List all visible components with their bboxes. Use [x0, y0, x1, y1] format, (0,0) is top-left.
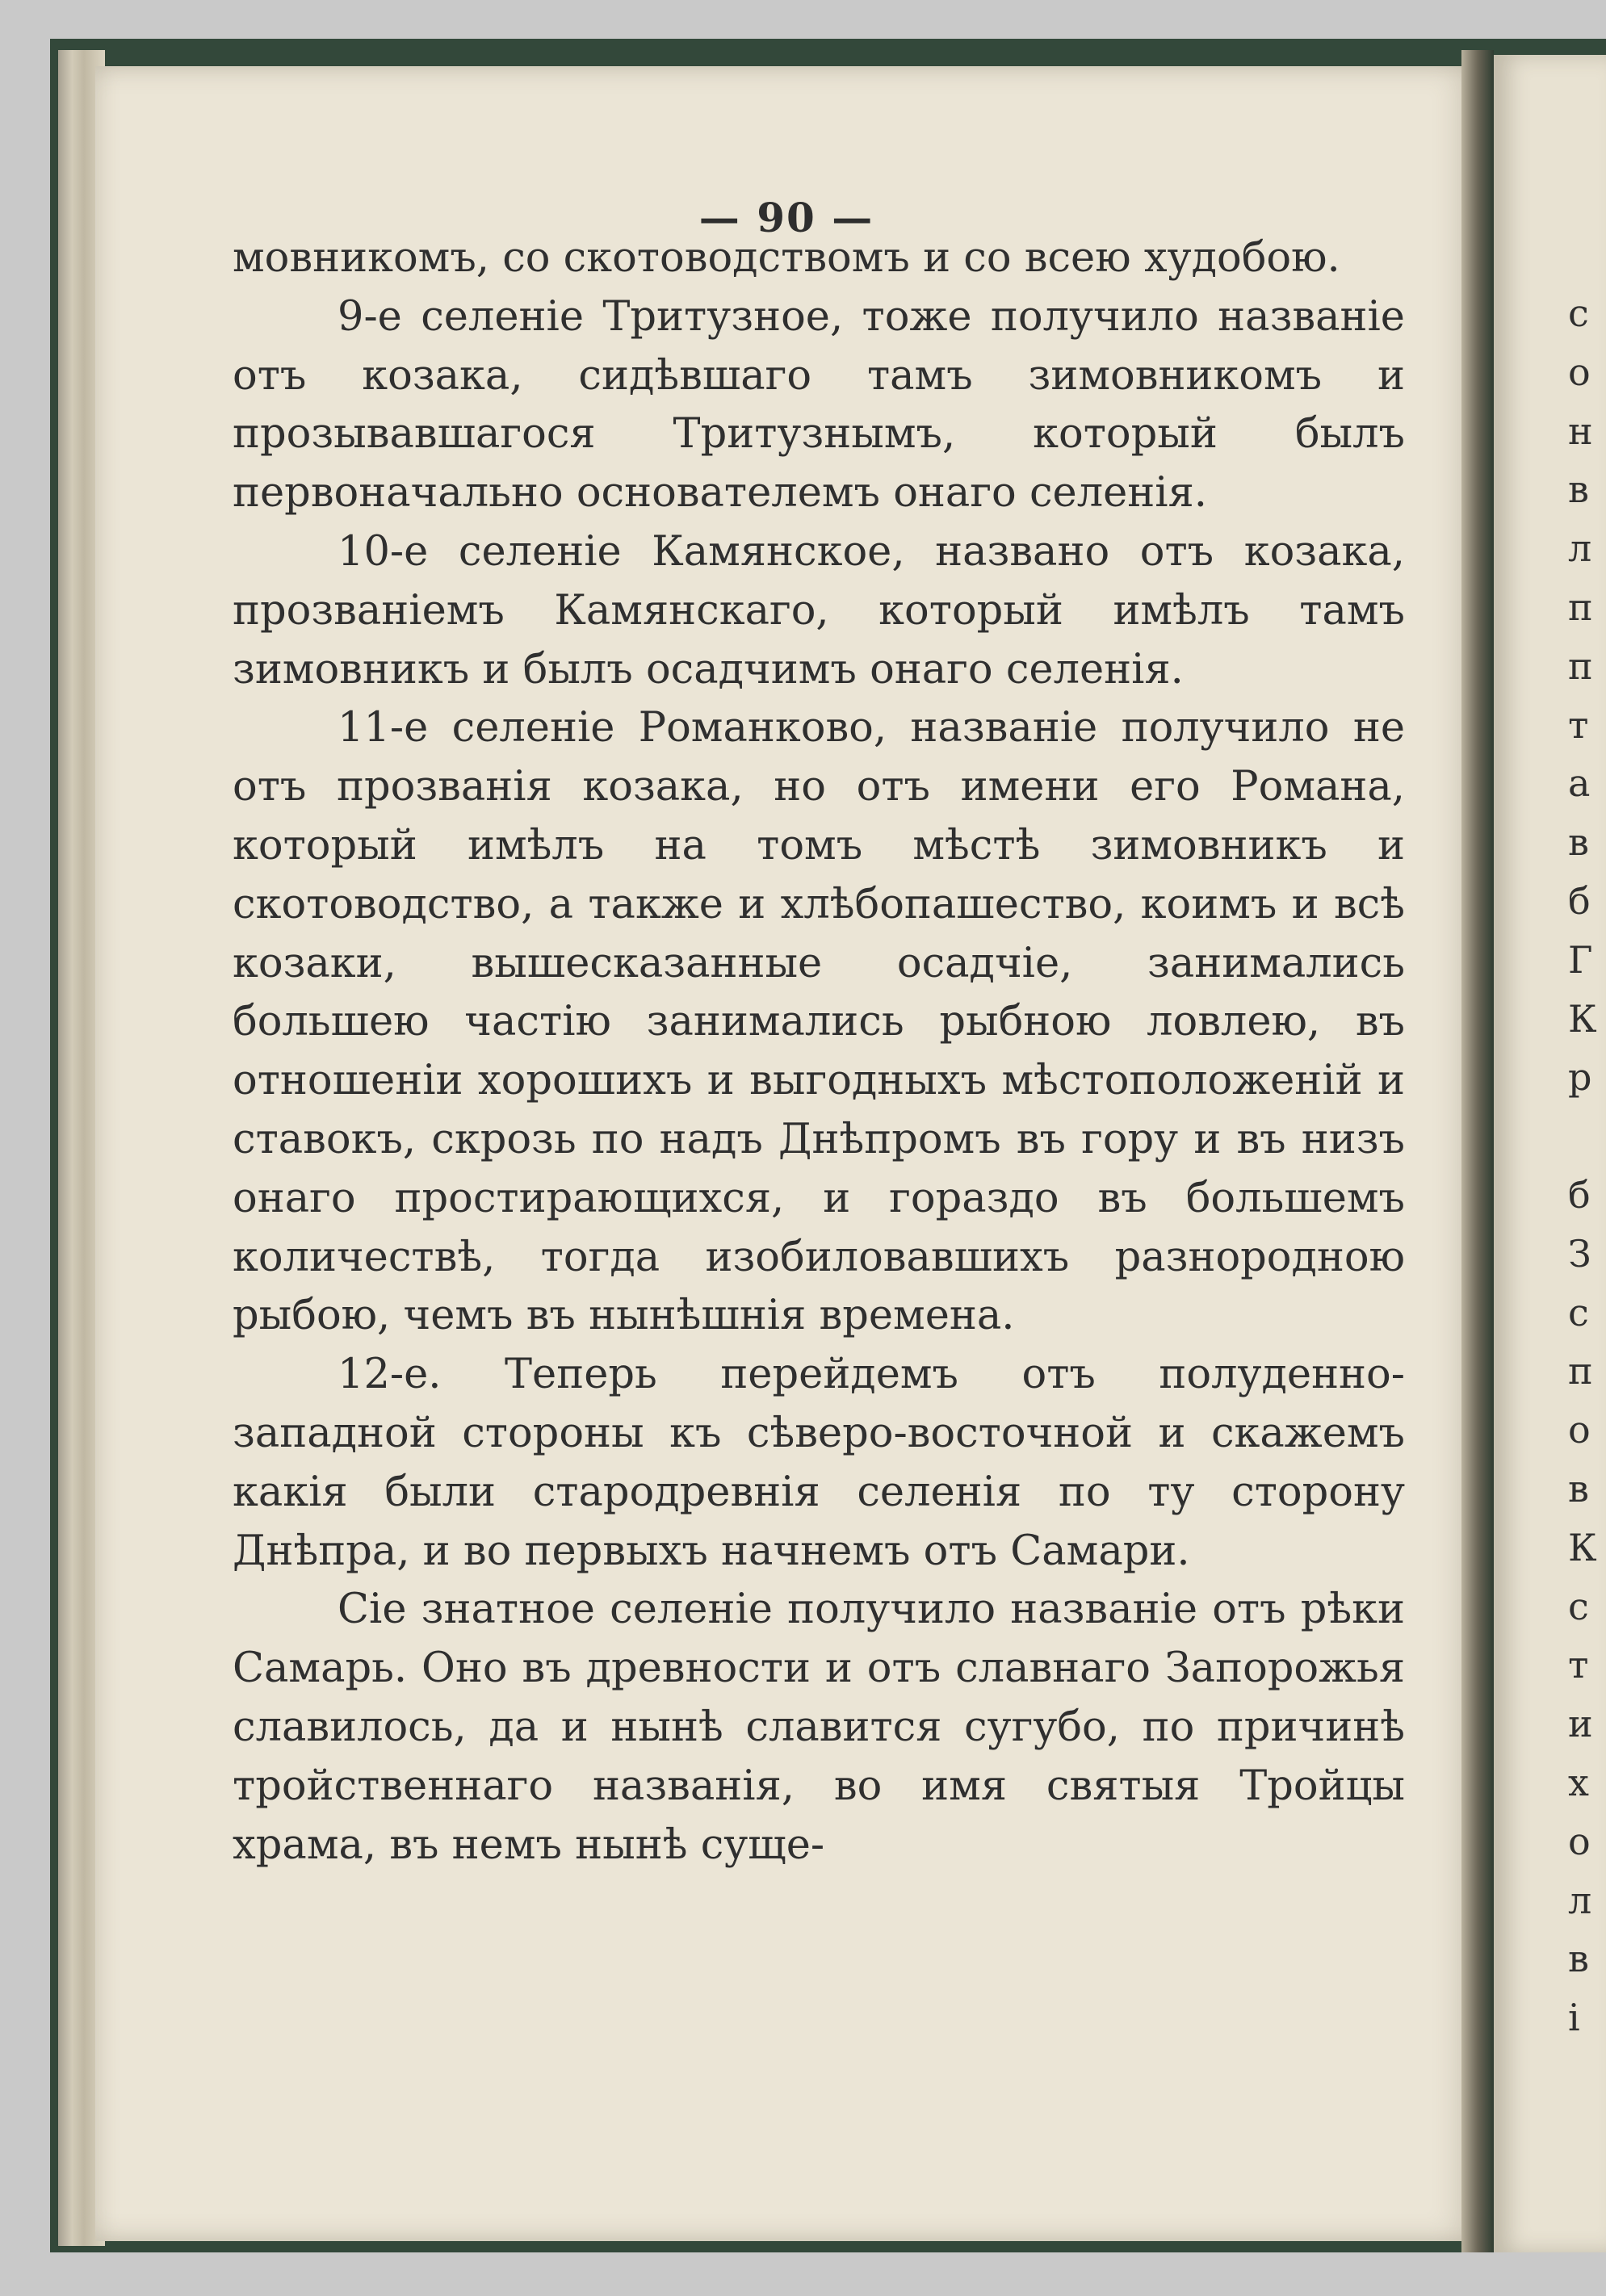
next-page-line-fragment: л [1568, 1878, 1592, 1922]
next-page-line-fragment: т [1568, 702, 1589, 747]
next-page-edge [1494, 55, 1606, 2252]
next-page-line-fragment: п [1568, 1349, 1593, 1393]
body-text [233, 229, 1405, 1875]
next-page-line-fragment: о [1568, 1819, 1591, 1863]
next-page-line-fragment: п [1568, 584, 1593, 629]
next-page-line-fragment: в [1568, 820, 1589, 865]
next-page-line-fragment: с [1568, 1584, 1589, 1628]
next-page-line-fragment: п [1568, 643, 1593, 688]
next-page-line-fragment: К [1568, 996, 1597, 1041]
next-page-line-fragment: т [1568, 1643, 1589, 1687]
next-page-line-fragment: Г [1568, 937, 1593, 982]
paragraph: 12-е. Теперь перейдемъ отъ полуденно-западной стороны къ сѣверо-восточной и скажемъ какія были стародревнія селенія по ту сторону Днѣпра, и во первыхъ начнемъ отъ Самари. [233, 1351, 1405, 1575]
paragraph: 11-е селеніе Романково, названіе получило не отъ прозванія козака, но отъ имени его Романа, который имѣлъ на томъ мѣстѣ зимовникъ и скотоводство, а также и хлѣбопашество, коимъ и всѣ козаки, вышесказанные осадчіе, занимались большею частію занимались рыбною ловлею, въ отношеніи хорошихъ и выгодныхъ мѣстоположеній и ставокъ, скрозь по надъ Днѣпромъ въ гору и въ низъ онаго простирающихся, и гораздо въ большемъ количествѣ, тогда изобиловавшихъ разнородною рыбою, чемъ въ нынѣшнія времена. [233, 704, 1405, 1340]
next-page-line-fragment: З [1568, 1231, 1591, 1276]
paragraph: 10-е селеніе Камянское, названо отъ козака, прозваніемъ Камянскаго, который имѣлъ тамъ зимовникъ и былъ осадчимъ онаго селенія. [233, 527, 1405, 693]
next-page-line-fragment: р [1568, 1055, 1592, 1100]
next-page-line-fragment: х [1568, 1760, 1589, 1804]
paragraph: Сіе знатное селеніе получило названіе отъ рѣки Самарь. Оно въ древности и отъ славнаго Запорожья славилось, да и нынѣ славится сугубо, по причинѣ тройственнаго названія, во имя святыя Тройцы храма, въ немъ нынѣ суще- [233, 1586, 1405, 1869]
next-page-line-fragment: л [1568, 526, 1592, 571]
page-number: — 90 — [698, 194, 874, 241]
next-page-line-fragment: а [1568, 761, 1591, 806]
next-page-line-fragment: в [1568, 1466, 1589, 1510]
next-page-line-fragment: о [1568, 1408, 1591, 1452]
next-page-line-fragment: К [1568, 1525, 1597, 1569]
next-page-text [1568, 284, 1597, 2047]
paragraph: мовникомъ, со скотоводствомъ и со всею худобою. [233, 234, 1340, 282]
next-page-line-fragment: і [1568, 1996, 1580, 2040]
paragraph: 9-е селеніе Тритузное, тоже получило названіе отъ козака, сидѣвшаго тамъ зимовникомъ и прозывавшагося Тритузнымъ, который былъ первоначально основателемъ онаго селенія. [233, 292, 1405, 517]
next-page-line-fragment: и [1568, 1702, 1593, 1746]
next-page-line-fragment: н [1568, 409, 1593, 453]
next-page-line-fragment: с [1568, 1290, 1589, 1334]
next-page-line-fragment: с [1568, 291, 1589, 335]
book-gutter [1461, 50, 1494, 2252]
next-page-line-fragment: б [1568, 878, 1591, 923]
next-page-line-fragment: в [1568, 467, 1589, 512]
next-page-line-fragment: в [1568, 1937, 1589, 1981]
next-page-line-fragment [1568, 1107, 1597, 1166]
next-page-line-fragment: о [1568, 350, 1591, 394]
next-page-line-fragment: б [1568, 1172, 1591, 1217]
